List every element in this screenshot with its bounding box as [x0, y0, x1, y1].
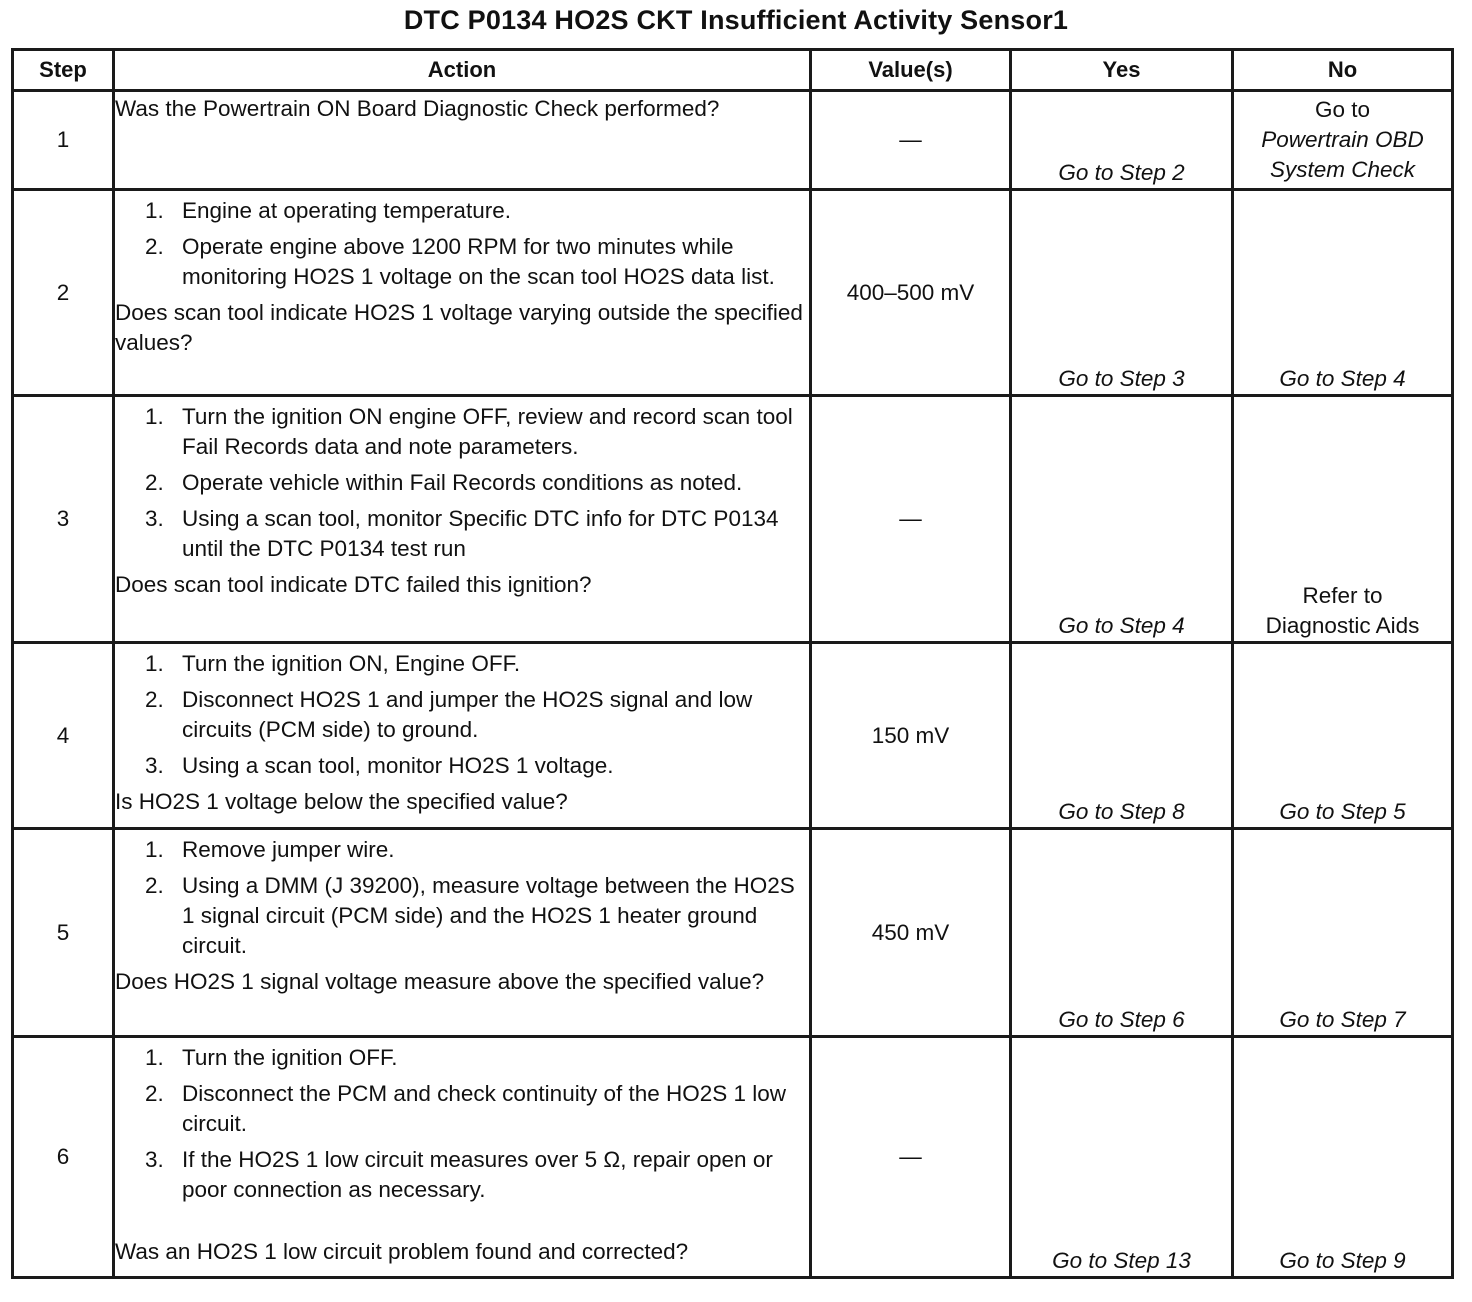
action-cell — [114, 1037, 811, 1278]
no-cell — [1233, 396, 1453, 643]
value-cell: 400–500 mV — [811, 190, 1011, 396]
table-row — [13, 91, 1453, 190]
yes-cell: Go to Step 2 — [1011, 91, 1233, 190]
header-values: Value(s) — [811, 50, 1011, 91]
no-line-2: Powertrain OBD — [1261, 127, 1424, 152]
action-item: Engine at operating temperature. — [182, 198, 511, 223]
no-line-1: Go to — [1314, 97, 1371, 122]
step-number: 2 — [13, 190, 114, 396]
action-question: Does scan tool indicate DTC failed this ignition? — [115, 572, 592, 597]
action-question: Does HO2S 1 signal voltage measure above the specified value? — [115, 969, 765, 994]
spacer — [115, 1211, 809, 1235]
action-cell — [114, 829, 811, 1037]
yes-cell: Go to Step 6 — [1011, 829, 1233, 1037]
action-list — [115, 196, 809, 292]
action-cell — [114, 91, 811, 190]
value-cell: — — [811, 396, 1011, 643]
action-list — [115, 835, 809, 961]
header-row — [13, 50, 1453, 91]
value-cell: — — [811, 91, 1011, 190]
action-item: Using a DMM (J 39200), measure voltage between the HO2S 1 signal circuit (PCM side) and the HO2S 1 heater ground circuit. — [182, 873, 795, 958]
header-action: Action — [114, 50, 811, 91]
action-item: Turn the ignition OFF. — [182, 1045, 398, 1070]
no-cell — [1233, 91, 1453, 190]
no-cell: Go to Step 9 — [1233, 1037, 1453, 1278]
action-item: Operate vehicle within Fail Records conditions as noted. — [182, 470, 743, 495]
no-line-3: System Check — [1269, 157, 1416, 182]
yes-cell: Go to Step 3 — [1011, 190, 1233, 396]
table-row — [13, 1037, 1453, 1278]
action-question: Was an HO2S 1 low circuit problem found and corrected? — [115, 1239, 689, 1264]
table-row — [13, 396, 1453, 643]
header-no: No — [1233, 50, 1453, 91]
action-item: Turn the ignition ON, Engine OFF. — [182, 651, 521, 676]
action-item: If the HO2S 1 low circuit measures over 5 Ω, repair open or poor connection as necessary. — [182, 1147, 773, 1202]
header-step: Step — [13, 50, 114, 91]
table-row — [13, 643, 1453, 829]
yes-cell: Go to Step 8 — [1011, 643, 1233, 829]
no-line-2: Diagnostic Aids — [1265, 613, 1420, 638]
step-number: 4 — [13, 643, 114, 829]
action-item: Operate engine above 1200 RPM for two minutes while monitoring HO2S 1 voltage on the scan tool HO2S data list. — [182, 234, 775, 289]
action-item: Using a scan tool, monitor HO2S 1 voltage. — [182, 753, 614, 778]
action-question: Does scan tool indicate HO2S 1 voltage varying outside the specified values? — [115, 300, 803, 355]
action-item: Remove jumper wire. — [182, 837, 395, 862]
header-yes: Yes — [1011, 50, 1233, 91]
step-number: 5 — [13, 829, 114, 1037]
no-cell: Go to Step 5 — [1233, 643, 1453, 829]
action-item: Turn the ignition ON engine OFF, review and record scan tool Fail Records data and note parameters. — [182, 404, 793, 459]
step-number: 3 — [13, 396, 114, 643]
diagnostic-table — [11, 48, 1454, 1279]
value-cell: — — [811, 1037, 1011, 1278]
step-number: 1 — [13, 91, 114, 190]
table-row — [13, 190, 1453, 396]
action-cell — [114, 643, 811, 829]
no-cell: Go to Step 4 — [1233, 190, 1453, 396]
table-row — [13, 829, 1453, 1037]
action-list — [115, 402, 809, 564]
action-cell — [114, 190, 811, 396]
action-list — [115, 649, 809, 781]
value-cell: 150 mV — [811, 643, 1011, 829]
yes-cell: Go to Step 13 — [1011, 1037, 1233, 1278]
action-cell — [114, 396, 811, 643]
action-item: Disconnect the PCM and check continuity of the HO2S 1 low circuit. — [182, 1081, 787, 1136]
no-line-1: Refer to — [1302, 583, 1383, 608]
no-cell: Go to Step 7 — [1233, 829, 1453, 1037]
action-item: Disconnect HO2S 1 and jumper the HO2S signal and low circuits (PCM side) to ground. — [182, 687, 753, 742]
action-question: Is HO2S 1 voltage below the specified value? — [115, 789, 568, 814]
action-list — [115, 1043, 809, 1205]
value-cell: 450 mV — [811, 829, 1011, 1037]
action-item: Using a scan tool, monitor Specific DTC info for DTC P0134 until the DTC P0134 test run — [182, 506, 779, 561]
action-question: Was the Powertrain ON Board Diagnostic Check performed? — [115, 96, 720, 121]
step-number: 6 — [13, 1037, 114, 1278]
page-title: DTC P0134 HO2S CKT Insufficient Activity Sensor1 — [403, 5, 1069, 35]
yes-cell: Go to Step 4 — [1011, 396, 1233, 643]
